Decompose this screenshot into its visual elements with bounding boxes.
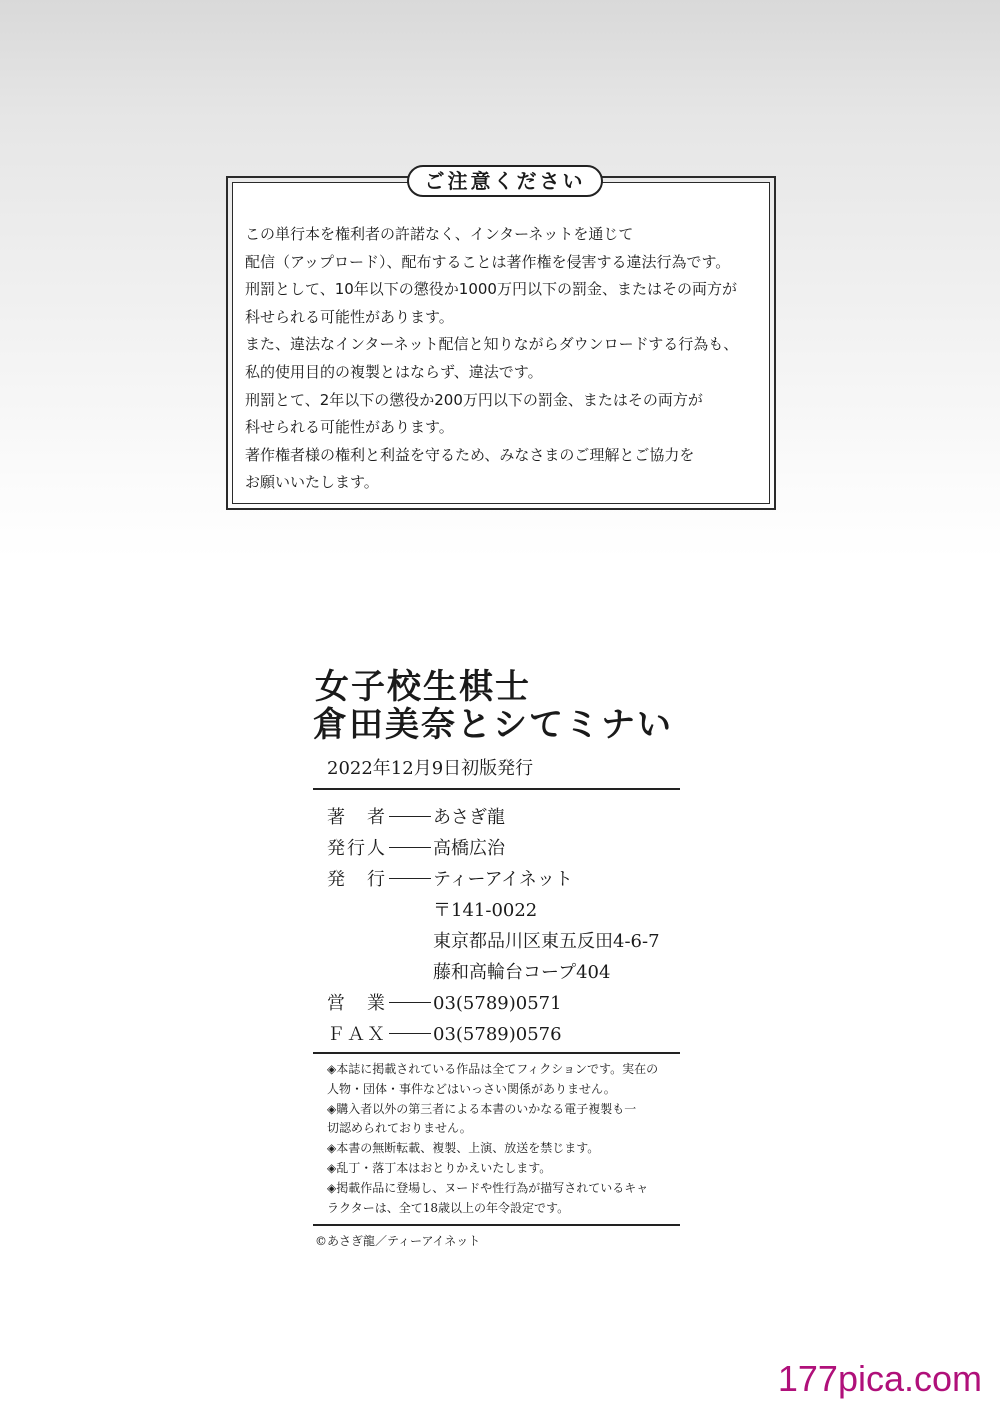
fax-label: ＦＡＸ	[327, 1024, 387, 1045]
sales-row	[327, 988, 713, 1019]
publication-info	[313, 802, 713, 1050]
notice-line: また、違法なインターネット配信と知りながらダウンロードする行為も、	[245, 335, 739, 354]
notice-title: ご注意ください	[407, 165, 603, 197]
dash-divider	[389, 1002, 431, 1003]
dash-divider	[389, 847, 431, 848]
publisher-person-row	[327, 833, 713, 864]
address-line2: 藤和高輪台コープ404	[433, 962, 611, 983]
note-line: 切認められておりません。	[327, 1121, 472, 1136]
note-line: ラクターは、全て18歳以上の年令設定です。	[327, 1200, 570, 1215]
notice-inner-frame	[232, 169, 770, 504]
fax-row	[327, 1019, 713, 1050]
note-line: ◈掲載作品に登場し、ヌードや性行為が描写されているキャ	[327, 1180, 649, 1195]
notice-line: 科せられる可能性があります。	[245, 307, 454, 326]
postal-row	[327, 895, 713, 926]
notice-line: 配信（アップロード）、配布することは著作権を侵害する違法行為です。	[245, 252, 731, 271]
note-line: 人物・団体・事件などはいっさい関係がありません。	[327, 1081, 616, 1096]
legal-notes	[313, 1052, 680, 1226]
author-row	[327, 802, 713, 833]
publisher-person-name: 高橋広治	[433, 838, 505, 859]
copyright-notice-box	[226, 169, 776, 510]
notice-line: 刑罰とて、2年以下の懲役か200万円以下の罰金、またはその両方が	[245, 390, 703, 409]
publisher-label: 発 行	[327, 869, 387, 890]
note-line: ◈購入者以外の第三者による本書のいかなる電子複製も一	[327, 1101, 637, 1116]
publication-date: 2022年12月9日初版発行	[313, 754, 680, 790]
dash-divider	[389, 1033, 431, 1034]
author-name: あさぎ龍	[433, 807, 505, 828]
note-line: ◈本誌に掲載されている作品は全てフィクションです。実在の	[327, 1062, 659, 1076]
copyright-line: ©あさぎ龍／ティーアイネット	[315, 1234, 481, 1249]
notice-line: 私的使用目的の複製とはならず、違法です。	[245, 362, 543, 381]
author-label: 著 者	[327, 807, 387, 828]
publisher-name: ティーアイネット	[433, 869, 573, 890]
sales-phone: 03(5789)0571	[433, 993, 562, 1014]
publisher-person-label: 発行人	[327, 838, 387, 859]
note-line: ◈本書の無断転載、複製、上演、放送を禁じます。	[327, 1141, 600, 1156]
colophon	[313, 668, 713, 1249]
book-title-line1: 女子校生棋士	[315, 667, 531, 707]
notice-line: 科せられる可能性があります。	[245, 418, 454, 437]
notice-line: 著作権者様の権利と利益を守るため、みなさまのご理解とご協力を	[245, 445, 695, 464]
dash-divider	[389, 878, 431, 879]
fax-number: 03(5789)0576	[433, 1024, 562, 1045]
notice-line: お願いいたします。	[245, 473, 379, 492]
address-row	[327, 926, 713, 957]
site-watermark: 177pica.com	[777, 1358, 982, 1399]
address-line1: 東京都品川区東五反田4-6-7	[433, 931, 660, 952]
note-line: ◈乱丁・落丁本はおとりかえいたします。	[327, 1160, 552, 1175]
dash-divider	[389, 816, 431, 817]
publisher-row	[327, 864, 713, 895]
address-row	[327, 957, 713, 988]
postal-code: 〒141-0022	[433, 900, 538, 921]
notice-line: 刑罰として、10年以下の懲役か1000万円以下の罰金、またはその両方が	[245, 280, 737, 299]
book-title-line2: 倉田美奈とシてミナい	[313, 705, 673, 745]
sales-label: 営 業	[327, 993, 387, 1014]
notice-line: この単行本を権利者の許諾なく、インターネットを通じて	[245, 225, 634, 243]
notice-text	[245, 221, 763, 497]
